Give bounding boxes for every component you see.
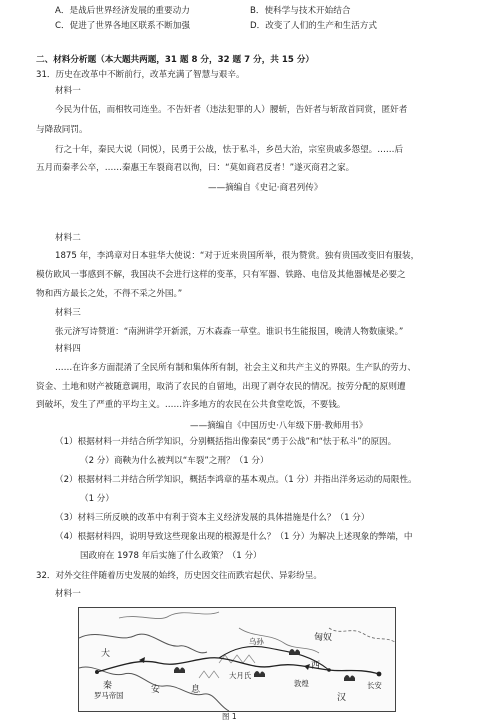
q31-m1-line: 五月而秦孝公卒，……秦惠王车裂商君以徇，曰：“莫如商君反者！”遂灭商君之家。 [36, 163, 355, 173]
q32-m1-title: 材料一 [55, 589, 81, 599]
q31-m4-line: ……在许多方面混淆了全民所有制和集体所有制，社会主义和共产主义的界限。生产队的劳力、 [55, 363, 416, 373]
option-d: D．改变了人们的生产和生活方式 [250, 21, 377, 31]
q31-question: （3）材料三所反映的改革中有利于资本主义经济发展的具体措施是什么？（1 分） [55, 513, 370, 523]
option-c: C．促进了世界各地区联系不断加强 [55, 21, 190, 31]
q31-m1-title: 材料一 [55, 86, 81, 96]
map-label-yuezhi: 大月氏 [229, 671, 252, 680]
q31-m3-title: 材料三 [55, 308, 81, 318]
coastline [79, 634, 207, 653]
mountain-symbol [199, 671, 219, 678]
city-marker [327, 668, 331, 672]
city-marker [95, 670, 99, 674]
q31-m2-line: 物和西方最长之处，不得不采之外国。” [36, 289, 183, 299]
map-label-xi: 西 [311, 661, 321, 671]
q31-m4-line: 资金、土地和财产被随意调用，取消了农民的自留地，出现了剥夺农民的情况。按劳分配的原则遭 [36, 382, 406, 392]
q31-m4-source: ——摘编自《中国历史·八年级下册·教师用书》 [190, 421, 368, 431]
q31-question: （4）根据材料四，说明导致这些现象出现的根源是什么？（1 分）为解决上述现象的弊端，中 [55, 532, 413, 542]
q31-question: （1）根据材料一并结合所学知识，分别概括指出像秦民“勇于公战”和“怯于私斗”的原因。 [55, 437, 397, 447]
section-heading: 二、材料分析题（本大题共两题，31 题 8 分，32 题 7 分，共 15 分） [36, 55, 315, 65]
q31-question: （2）根据材料二并结合所学知识，概括李鸿章的基本观点。（1 分）并指出洋务运动的局限性。 [55, 475, 417, 485]
figure-caption: 图 1 [222, 712, 237, 721]
silk-road-map [78, 607, 396, 712]
map-label-han: 汉 [337, 693, 347, 703]
map-label-qin: 秦 [103, 681, 113, 691]
map-label-an: 安 [151, 685, 161, 695]
map-drawing [79, 608, 395, 711]
q31-m2-line: 模仿欧风一事感到不解，我国决不会进行这样的变革，只有军器、铁路、电信及其他器械是必要之 [36, 270, 406, 280]
q31-m1-line: 今民为什伍，而相牧司连坐。不告奸者（违法犯罪的人）腰斩，告奸者与斩敌首同赏，匿奸者 [55, 105, 408, 115]
map-label-wusun: 乌孙 [249, 637, 264, 646]
option-a: A．是战后世界经济发展的重要动力 [55, 6, 190, 16]
q31-m1-line: 与降敌同罚。 [36, 125, 88, 135]
map-label-luoma: 罗马帝国 [94, 691, 124, 700]
map-label-dunhuang: 敦煌 [294, 679, 309, 688]
q31-m4-title: 材料四 [55, 344, 81, 354]
map-label-da: 大 [101, 649, 111, 659]
river [119, 612, 219, 619]
map-label-changan: 长安 [367, 681, 382, 690]
map-label-xi2: 息 [191, 685, 201, 695]
q31-m1-source: ——摘编自《史记·商君列传》 [208, 183, 323, 193]
city-marker-changan [377, 672, 382, 677]
q31-m4-line: 到破坏，发生了严重的平均主义。……许多地方的农民在公共食堂吃饭，不要钱。 [36, 400, 346, 410]
q31-question: （1 分） [80, 494, 114, 504]
q31-m2-line: 1875 年，李鸿章对日本驻华大使说：“对于近来贵国所举，很为赞赏。独有贵国改变旧有服装， [55, 251, 420, 261]
map-label-xiongnu: 匈奴 [314, 633, 333, 643]
q31-question: （2 分）商鞅为什么被判以“车裂”之刑？（1 分） [80, 456, 269, 466]
great-wall [329, 628, 395, 642]
q31-m3-line: 张元济写诗赞道：“南洲讲学开新派，万木森森一草堂。谁识书生能报国，晚清人物数康梁。” [55, 327, 404, 337]
q32-stem: 32．对外交往伴随着历史发展的始终，历史因交往而跌宕起伏、异彩纷呈。 [36, 571, 322, 581]
q31-m1-line: 行之十年，秦民大说（同悦），民勇于公战，怯于私斗，乡邑大治，宗室贵戚多怨望。……后 [55, 145, 404, 155]
q31-m2-title: 材料二 [55, 233, 81, 243]
q31-question: 国政府在 1978 年后实施了什么政策？（1 分） [80, 551, 262, 561]
caravan-icon [174, 649, 355, 681]
q31-stem: 31．历史在改革中不断前行，改革充满了智慧与艰辛。 [36, 70, 245, 80]
option-b: B．使科学与技术开始结合 [250, 6, 351, 16]
